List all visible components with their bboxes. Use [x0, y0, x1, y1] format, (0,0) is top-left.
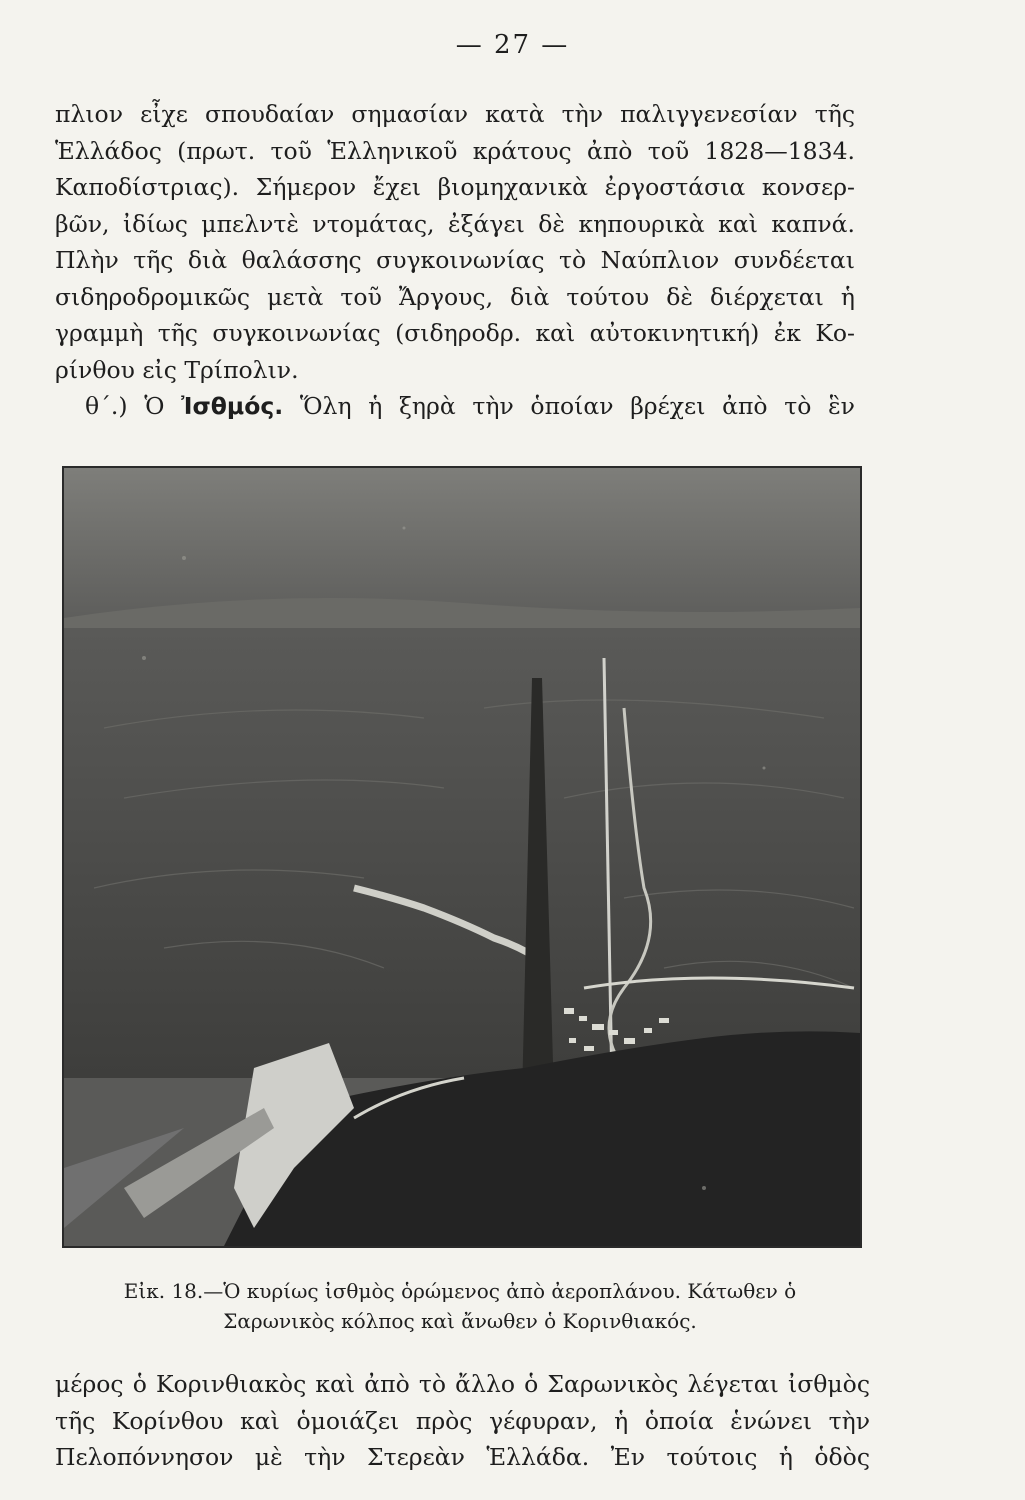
- text-line: πλιον εἶχε σπουδαίαν σημασίαν κατὰ τὴν παλιγγενεσίαν τῆς: [55, 100, 855, 128]
- aerial-photo-drawing: [64, 468, 860, 1246]
- figure-caption: [60, 1276, 860, 1336]
- caption-line: Εἰκ. 18.—Ὁ κυρίως ἰσθμὸς ὁρώμενος ἀπὸ ἀεροπλάνου. Κάτωθεν ὁ: [123, 1279, 797, 1303]
- caption-line: Σαρωνικὸς κόλπος καὶ ἄνωθεν ὁ Κορινθιακός.: [223, 1309, 697, 1333]
- section-heading-line: [55, 388, 855, 425]
- text-line: Ἑλλάδος (πρωτ. τοῦ Ἑλληνικοῦ κράτους ἀπὸ τοῦ 1828—1834.: [55, 136, 855, 165]
- aerial-photo-isthmus: [62, 466, 862, 1248]
- text-line: γραμμὴ τῆς συγκοινωνίας (σιδηροδρ. καὶ αὐτοκινητική) ἐκ Κο-: [55, 319, 855, 347]
- text-line: Πλὴν τῆς διὰ θαλάσσης συγκοινωνίας τὸ Ναύπλιον συνδέεται: [55, 246, 855, 274]
- section-text: Ὅλη ἡ ξηρὰ τὴν ὁποίαν βρέχει ἀπὸ τὸ ἓν: [299, 392, 855, 420]
- text-line: ρίνθου εἰς Τρίπολιν.: [55, 355, 299, 384]
- isthmus-land: [64, 628, 860, 1078]
- text-line: Καποδίστριας). Σήμερον ἔχει βιομηχανικὰ ἐργοστάσια κονσερ-: [55, 173, 855, 201]
- page-number: — 27 —: [455, 30, 570, 60]
- section-marker: θ΄.) Ὁ: [85, 392, 165, 420]
- section-heading: Ἰσθμός.: [181, 392, 284, 420]
- text-line: τῆς Κορίνθου καὶ ὁμοιάζει πρὸς γέφυραν, ἡ ὁποία ἑνώνει τὴν: [55, 1406, 870, 1435]
- text-line: μέρος ὁ Κορινθιακὸς καὶ ἀπὸ τὸ ἄλλο ὁ Σαρωνικὸς λέγεται ἰσθμὸς: [55, 1370, 870, 1398]
- bottom-paragraph: [55, 1366, 870, 1476]
- text-line: σιδηροδρομικῶς μετὰ τοῦ Ἄργους, διὰ τούτου δὲ διέρχεται ἡ: [55, 282, 855, 311]
- text-line: βῶν, ἰδίως μπελντὲ ντομάτας, ἐξάγει δὲ κηπουρικὰ καὶ καπνά.: [55, 209, 855, 238]
- top-paragraph: [55, 96, 855, 425]
- text-line: Πελοπόννησον μὲ τὴν Στερεὰν Ἑλλάδα. Ἐν τούτοις ἡ ὁδὸς: [55, 1443, 870, 1471]
